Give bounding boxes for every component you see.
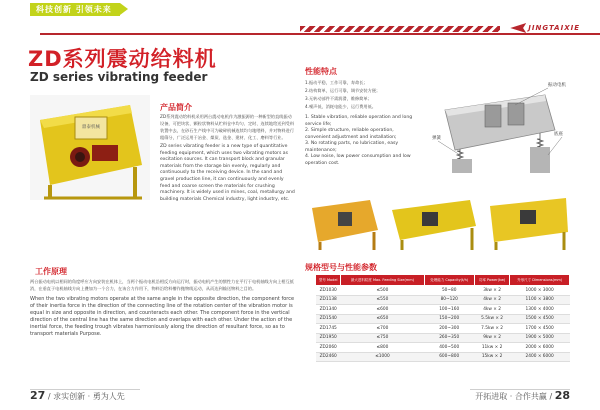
footer-left-text: 求实创新 · 勇为人先 xyxy=(53,392,125,401)
slogan-banner: 科技创新 引领未来 xyxy=(30,3,120,16)
work-heading: 工作原理 xyxy=(35,267,67,276)
cell: 4kw × 2 xyxy=(474,295,509,305)
feature-cn-4: 4.噪声低，消耗电能少，运行费用低。 xyxy=(305,104,376,109)
feature-cn-1: 1.振动平稳，工作可靠，寿命长； xyxy=(305,80,368,85)
features-heading: 性能特点 xyxy=(305,67,337,76)
cell: 150~200 xyxy=(424,314,474,324)
table-row xyxy=(316,333,570,343)
cell: 1300 × 4000 xyxy=(510,305,570,315)
table-row xyxy=(316,295,570,305)
cell: 1500 × 4500 xyxy=(510,314,570,324)
intro-heading: 产品简介 xyxy=(160,103,192,112)
product-photos xyxy=(310,196,570,250)
col-power: 功率 Power(kw) xyxy=(474,275,509,286)
cell: ≤550 xyxy=(341,295,424,305)
cell: 100~160 xyxy=(424,305,474,315)
table-row xyxy=(316,343,570,353)
cell: 4kw × 2 xyxy=(474,305,509,315)
cell: 260~350 xyxy=(424,333,474,343)
photo-brand: 鼎泰机械 xyxy=(82,125,100,130)
header-stripe xyxy=(300,26,500,32)
header-line xyxy=(40,33,600,35)
cell: ZD1030 xyxy=(316,286,341,296)
machine-photo-2 xyxy=(392,200,476,250)
intro-section xyxy=(160,113,295,203)
intro-text-en: ZD series vibrating feeder is a new type of quantitative feeding equipment, which uses two vibrating motors as excitation sources. It can transport block and granular materials from the storage bin evenly, regularly and continuously to the receiving device. In the sand and gravel production line, it can continuously and evenly feed and coarse screen the materials for crushing machinery. It is widely used in mines, coal, metallurgy and building materials Chemical industry, light industry, etc. xyxy=(160,144,295,202)
diagram-label-spring: 弹簧 xyxy=(432,136,441,141)
structure-diagram xyxy=(430,75,570,180)
machine-photo-1 xyxy=(312,200,378,250)
cell: ZD2060 xyxy=(316,343,341,353)
work-section xyxy=(30,278,295,338)
logo-icon xyxy=(510,23,526,33)
cell: ≤1000 xyxy=(341,352,424,362)
page-title-cn: ZD系列震动给料机 xyxy=(28,47,217,71)
cell: 200~300 xyxy=(424,324,474,334)
table-row xyxy=(316,286,570,296)
footer-right-text: 开拓进取 · 合作共赢 xyxy=(475,392,547,401)
specs-header-row xyxy=(316,275,570,286)
page-number-left: 27 xyxy=(30,389,46,402)
cell: ZD1950 xyxy=(316,333,341,343)
cell: 600~800 xyxy=(424,352,474,362)
col-model: 型号 Model xyxy=(316,275,341,286)
cell: ZD1540 xyxy=(316,314,341,324)
cell: 1100 × 3800 xyxy=(510,295,570,305)
table-row xyxy=(316,352,570,362)
feature-en-2: 2. Simple structure, reliable operation, convenient adjustment and installation; xyxy=(305,128,397,140)
feeder-photo xyxy=(30,95,150,200)
feature-cn-3: 3.无转动部件不需润滑，维修简单； xyxy=(305,96,372,101)
intro-text-cn: ZD系列震动给料机采用两台震动电机作为激振源的一种新型的直线振动设备，可把块状、颗粒状物料从贮料仓中均匀、定时、连续地给送到受料装置中去，在砂石生产线中可为破碎机械连续均匀地喂料，并对物料进行粗筛分，广泛运用于冶金、煤炭、选金、建材、化工、磨料等行业。 xyxy=(160,114,295,140)
cell: ZD1340 xyxy=(316,305,341,315)
cell: 80~120 xyxy=(424,295,474,305)
footer-left: 27 / 求实创新 · 勇为人先 xyxy=(30,389,125,402)
cell: 400~500 xyxy=(424,343,474,353)
feature-en-1: 1. Stable vibration, reliable operation and long service life; xyxy=(305,115,413,127)
table-row xyxy=(316,324,570,334)
cell: ≤500 xyxy=(341,286,424,296)
cell: 2000 × 6000 xyxy=(510,343,570,353)
col-capacity: 处理能力 Capacity(t/h) xyxy=(424,275,474,286)
table-row xyxy=(316,314,570,324)
cell: 1700 × 4500 xyxy=(510,324,570,334)
cell: 15kw × 2 xyxy=(474,352,509,362)
cell: 7.5kw × 2 xyxy=(474,324,509,334)
feature-en-3: 3. No rotating parts, no lubrication, easy maintenance; xyxy=(305,141,399,153)
machine-photo-3 xyxy=(490,198,568,250)
cell: ZD2460 xyxy=(316,352,341,362)
cell: 9kw × 2 xyxy=(474,333,509,343)
cell: ZD1745 xyxy=(316,324,341,334)
cell: 2400 × 6000 xyxy=(510,352,570,362)
cell: ZD1138 xyxy=(316,295,341,305)
cell: 11kw × 2 xyxy=(474,343,509,353)
specs-table xyxy=(315,274,570,362)
work-text-en: When the two vibrating motors operate at the same angle in the opposite direction, the component force of their inertia force in the direction of the connecting line of the rotation center of the vibration motor is equal in size and opposite in direction, and counteracts each other. The component force in the vertical direction of the central line has the same direction and overlaps with each other. Under the action of the inertial force, the feeding trough vibrates harmoniously along the direction of resultant force, so as to transport materials Purpose. xyxy=(30,296,295,337)
header-bar xyxy=(0,0,600,40)
col-dimensions: 外形尺寸 Dimensions(mm) xyxy=(510,275,570,286)
diagram-label-base: 底座 xyxy=(554,132,563,137)
features-section xyxy=(305,79,420,167)
table-row xyxy=(316,305,570,315)
cell: 5.5kw × 2 xyxy=(474,314,509,324)
feature-cn-2: 2.结构简单，运行可靠，调节安装方便； xyxy=(305,88,381,93)
logo-text: JINGTAIXIE xyxy=(528,24,580,32)
col-max-feed: 最大进料粒度 Max. Feeding Size(mm) xyxy=(341,275,424,286)
page-number-right: 28 xyxy=(554,389,570,402)
brand-logo xyxy=(510,23,580,33)
footer-right: 开拓进取 · 合作共赢 / 28 xyxy=(475,389,570,402)
cell: 1000 × 3000 xyxy=(510,286,570,296)
page-title-en: ZD series vibrating feeder xyxy=(30,70,208,84)
cell: ≤700 xyxy=(341,324,424,334)
cell: ≤750 xyxy=(341,333,424,343)
work-text-cn: 两台振动电机以相同的角度呼应方向安装在机体上，当两个振动电机沿相反方向运行时，振动电机产生的惯性力在平行于电机轴线方向上相互抵消，在垂直于电机轴线方向上叠加为一个合力，在该合力作用下，物料沿给料槽作抛物线运动，从而达到输送物料之目的。 xyxy=(30,279,294,291)
diagram-label-motor: 振动电机 xyxy=(548,83,566,88)
feature-en-4: 4. Low noise, low power consumption and low operation cost. xyxy=(305,154,411,166)
specs-heading: 规格型号与性能参数 xyxy=(305,263,377,272)
cell: 50~80 xyxy=(424,286,474,296)
cell: ≤800 xyxy=(341,343,424,353)
cell: 3kw × 2 xyxy=(474,286,509,296)
cell: ≤650 xyxy=(341,314,424,324)
cell: ≤600 xyxy=(341,305,424,315)
cell: 1900 × 5000 xyxy=(510,333,570,343)
